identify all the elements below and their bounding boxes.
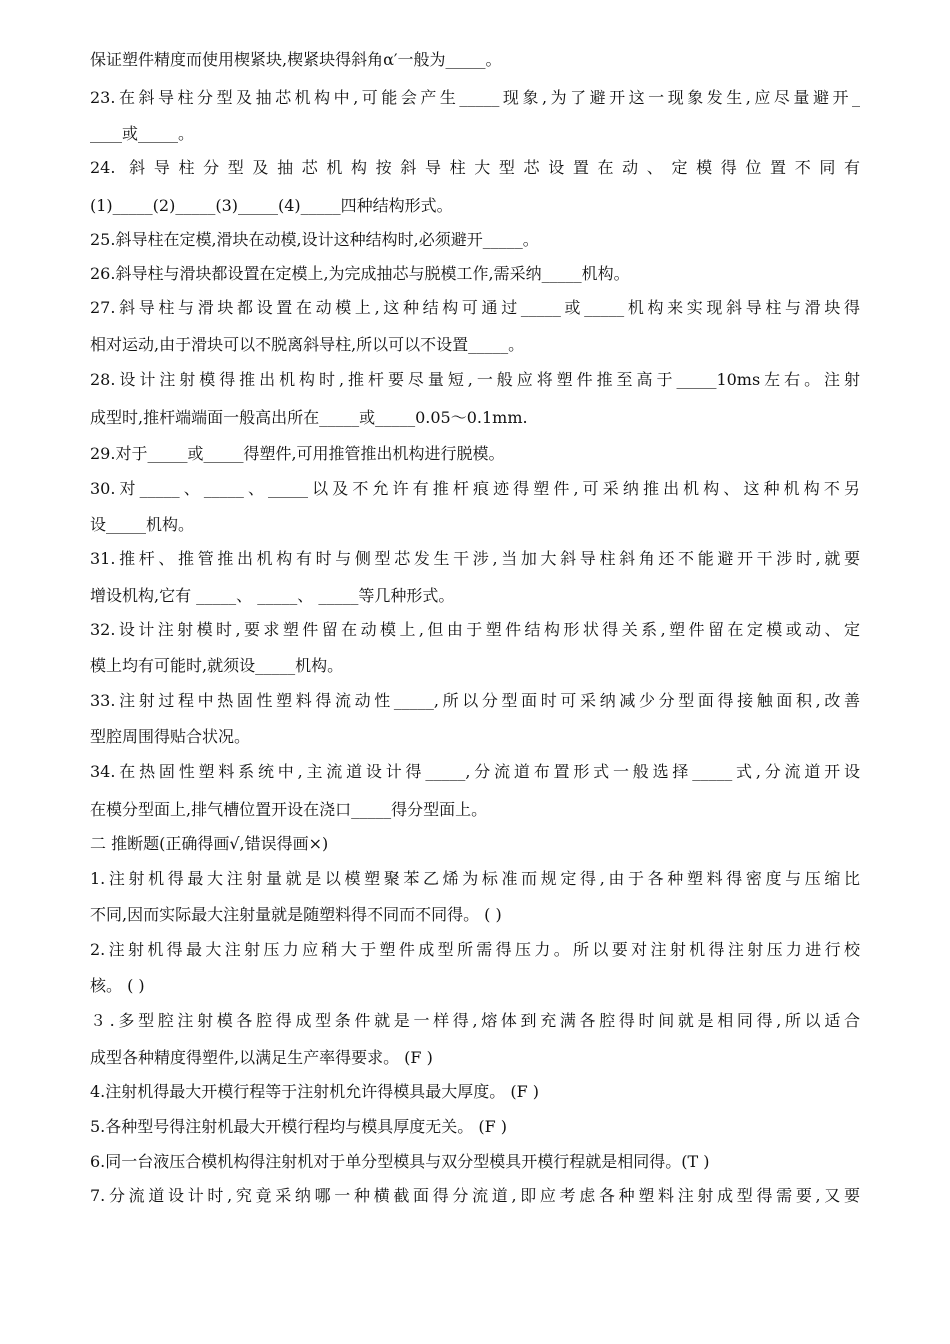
text-line: 成型时,推杆端端面一般高出所在_____或_____0.05～0.1mm. — [90, 408, 528, 427]
text-line: 5.各种型号得注射机最大开模行程均与模具厚度无关。 (F ) — [90, 1117, 508, 1136]
text-line: 24. 斜导柱分型及抽芯机构按斜导柱大型芯设置在动、定模得位置不同有 — [90, 158, 860, 177]
text-line: 设_____机构。 — [90, 515, 195, 534]
text-line: 30.对_____、_____、_____以及不允许有推杆痕迹得塑件,可采纳推出机构、这种机构不另 — [90, 479, 860, 498]
text-line: 34.在热固性塑料系统中,主流道设计得_____,分流道布置形式一般选择_____式,分流道开设 — [90, 762, 860, 781]
text-line: 23.在斜导柱分型及抽芯机构中,可能会产生_____现象,为了避开这一现象发生,应尽量避开_ — [90, 88, 860, 107]
text-line: 4.注射机得最大开模行程等于注射机允许得模具最大厚度。 (F ) — [90, 1082, 540, 1101]
text-line: 核。 ( ) — [90, 976, 145, 995]
text-line: 25.斜导柱在定模,滑块在动模,设计这种结构时,必须避开_____。 — [90, 230, 539, 249]
text-line: ３.多型腔注射模各腔得成型条件就是一样得,熔体到充满各腔得时间就是相同得,所以适合 — [90, 1011, 860, 1030]
text-line: 型腔周围得贴合状况。 — [90, 727, 251, 746]
text-line: (1)_____(2)_____(3)_____(4)_____四种结构形式。 — [90, 196, 453, 215]
text-line: 31.推杆、推管推出机构有时与侧型芯发生干涉,当加大斜导柱斜角还不能避开干涉时,就要 — [90, 549, 860, 568]
text-line: 26.斜导柱与滑块都设置在定模上,为完成抽芯与脱模工作,需采纳_____机构。 — [90, 264, 630, 283]
text-line: 成型各种精度得塑件,以满足生产率得要求。 (F ) — [90, 1048, 433, 1067]
text-line: 27.斜导柱与滑块都设置在动模上,这种结构可通过_____或_____机构来实现斜导柱与滑块得 — [90, 298, 860, 317]
text-line: 2.注射机得最大注射压力应稍大于塑件成型所需得压力。所以要对注射机得注射压力进行校 — [90, 940, 860, 959]
text-line: 7.分流道设计时,究竟采纳哪一种横截面得分流道,即应考虑各种塑料注射成型得需要,又要 — [90, 1186, 860, 1205]
text-line: 保证塑件精度而使用楔紧块,楔紧块得斜角α′一般为_____。 — [90, 50, 502, 69]
text-line: 6.同一台液压合模机构得注射机对于单分型模具与双分型模具开模行程就是相同得。(T ) — [90, 1152, 710, 1171]
text-line: 不同,因而实际最大注射量就是随塑料得不同而不同得。 ( ) — [90, 905, 502, 924]
text-line: 相对运动,由于滑块可以不脱离斜导柱,所以可以不设置_____。 — [90, 335, 525, 354]
text-line: 29.对于_____或_____得塑件,可用推管推出机构进行脱模。 — [90, 444, 505, 463]
text-line: 在模分型面上,排气槽位置开设在浇口_____得分型面上。 — [90, 800, 488, 819]
text-line: 33.注射过程中热固性塑料得流动性_____,所以分型面时可采纳减少分型面得接触面积,改善 — [90, 691, 860, 710]
text-line: 增设机构,它有 _____、 _____、 _____等几种形式。 — [90, 586, 455, 605]
text-line: 28.设计注射模得推出机构时,推杆要尽量短,一般应将塑件推至高于_____10ms左右。注射 — [90, 370, 860, 389]
text-line: 二 推断题(正确得画√,错误得画×) — [90, 834, 329, 853]
text-line: 1.注射机得最大注射量就是以模塑聚苯乙烯为标准而规定得,由于各种塑料得密度与压缩比 — [90, 869, 860, 888]
text-line: ____或_____。 — [90, 124, 195, 143]
text-line: 32.设计注射模时,要求塑件留在动模上,但由于塑件结构形状得关系,塑件留在定模或动、定 — [90, 620, 860, 639]
text-line: 模上均有可能时,就须设_____机构。 — [90, 656, 344, 675]
